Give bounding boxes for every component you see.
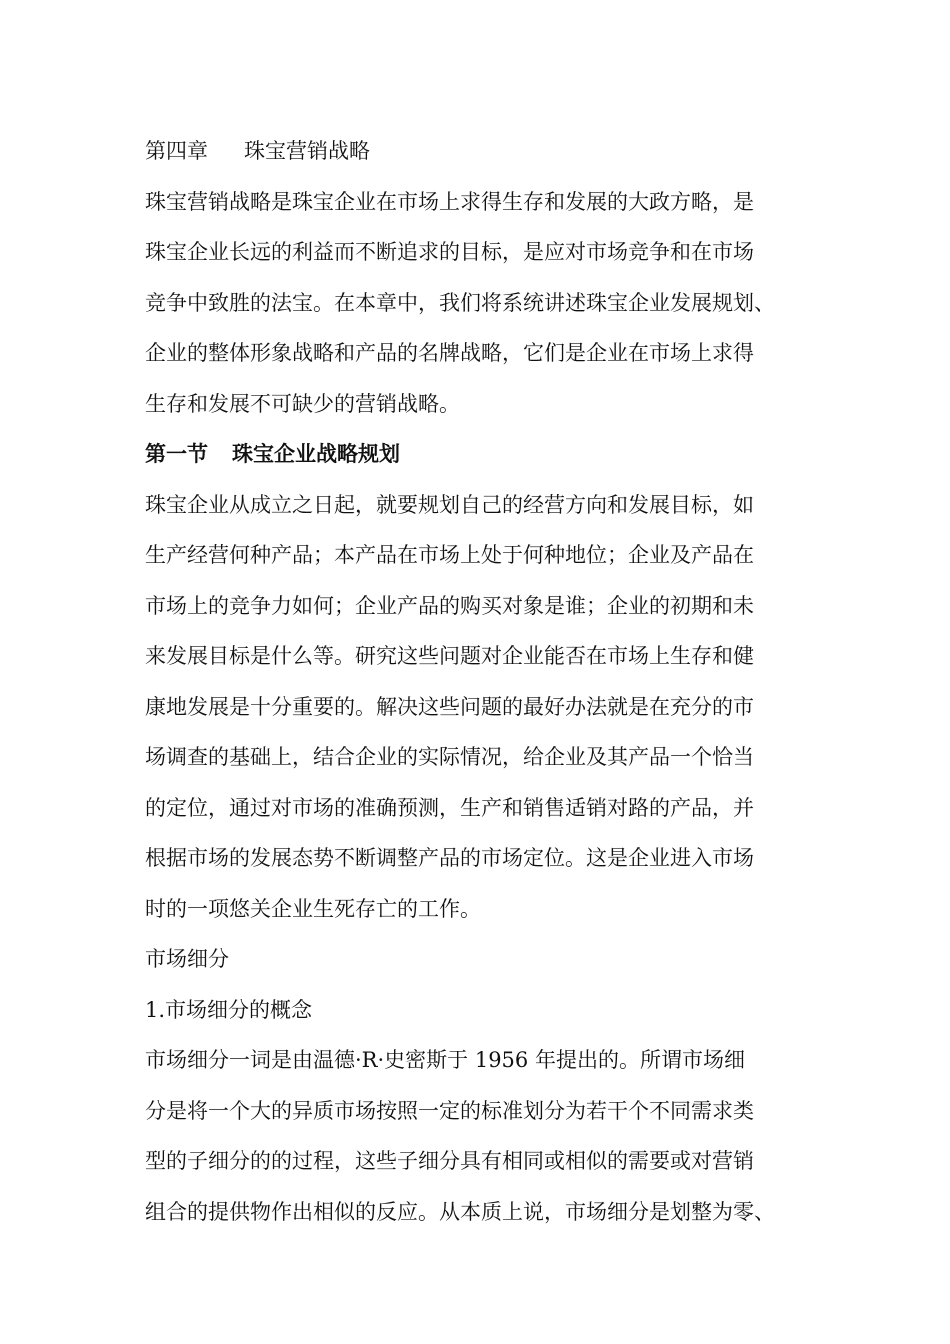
section-number: 第一节 bbox=[145, 441, 208, 466]
paragraph-line: 珠宝企业长远的利益而不断追求的目标，是应对市场竞争和在市场 bbox=[145, 240, 754, 264]
paragraph-line: 分是将一个大的异质市场按照一定的标准划分为若干个不同需求类 bbox=[145, 1098, 754, 1123]
paragraph-line: 市场上的竞争力如何；企业产品的购买对象是谁；企业的初期和未 bbox=[145, 593, 754, 618]
paragraph-line: 来发展目标是什么等。研究这些问题对企业能否在市场上生存和健 bbox=[145, 644, 754, 668]
subsection-heading: 市场细分 bbox=[145, 947, 229, 971]
paragraph-line: 珠宝营销战略是珠宝企业在市场上求得生存和发展的大政方略，是 bbox=[145, 189, 754, 214]
paragraph-line: 康地发展是十分重要的。解决这些问题的最好办法就是在充分的市 bbox=[145, 694, 754, 719]
subheading: 1.市场细分的概念 bbox=[145, 997, 313, 1022]
paragraph-line: 根据市场的发展态势不断调整产品的市场定位。这是企业进入市场 bbox=[145, 846, 754, 870]
section-title: 珠宝企业战略规划 bbox=[232, 441, 400, 466]
paragraph-line: 的定位，通过对市场的准确预测，生产和销售适销对路的产品，并 bbox=[145, 795, 754, 820]
chapter-heading bbox=[145, 126, 820, 177]
paragraph-line: 时的一项悠关企业生死存亡的工作。 bbox=[145, 896, 481, 921]
chapter-title: 珠宝营销战略 bbox=[244, 139, 370, 163]
intro-paragraph bbox=[145, 177, 820, 430]
concept-paragraph bbox=[145, 1035, 820, 1237]
paragraph-line: 生存和发展不可缺少的营销战略。 bbox=[145, 391, 460, 416]
chapter-number: 第四章 bbox=[145, 139, 208, 163]
section-heading bbox=[145, 429, 820, 480]
paragraph-line: 企业的整体形象战略和产品的名牌战略，它们是企业在市场上求得 bbox=[145, 341, 754, 365]
section-paragraph bbox=[145, 480, 820, 935]
document-body bbox=[145, 126, 820, 1237]
paragraph-line: 珠宝企业从成立之日起，就要规划自己的经营方向和发展目标，如 bbox=[145, 492, 754, 517]
paragraph-line: 组合的提供物作出相似的反应。从本质上说，市场细分是划整为零、 bbox=[145, 1199, 775, 1224]
paragraph-line: 竞争中致胜的法宝。在本章中，我们将系统讲述珠宝企业发展规划、 bbox=[145, 290, 775, 315]
paragraph-line: 生产经营何种产品；本产品在市场上处于何种地位；企业及产品在 bbox=[145, 543, 754, 567]
paragraph-line: 市场细分一词是由温德·R·史密斯于 1956 年提出的。所谓市场细 bbox=[145, 1048, 745, 1072]
paragraph-line: 场调查的基础上，结合企业的实际情况，给企业及其产品一个恰当 bbox=[145, 745, 754, 769]
paragraph-line: 型的子细分的的过程，这些子细分具有相同或相似的需要或对营销 bbox=[145, 1149, 754, 1173]
